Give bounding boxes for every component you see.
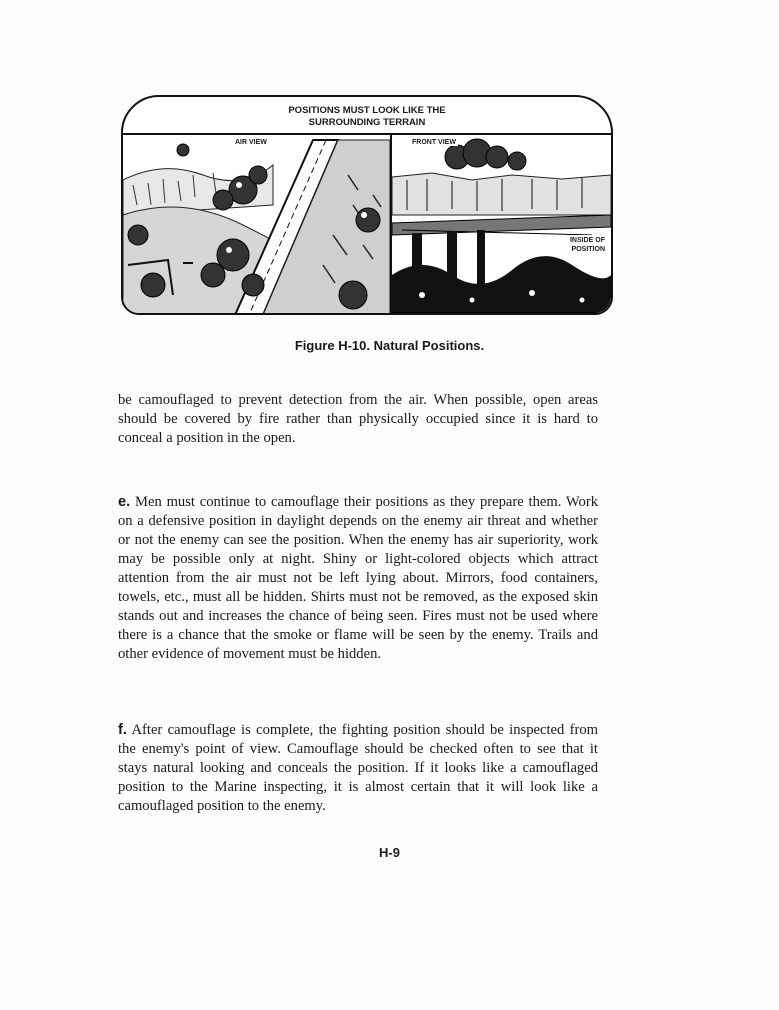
inside-label-line-2: POSITION bbox=[571, 246, 605, 253]
paragraph-e-text: Men must continue to camouflage their positions as they prepare them. Work on a defensive position in daylight depends on the enemy air threat and whether or not the enemy can see the position. When the enemy has air superiority, work may be possible only at night. Shiny or light-colored objects which attract attention from the air must not be left lying about. Mirrors, food containers, towels, etc., must all be hidden. Shirts must not be removed, as the exposed skin stands out and increases the chance of being seen. Fires must not be used where there is a chance that the smoke or flame will be seen by the enemy. Trails and other evidence of movement must be hidden. bbox=[118, 494, 598, 662]
paragraph-e bbox=[118, 493, 598, 664]
figure-caption: Figure H-10. Natural Positions. bbox=[294, 338, 485, 353]
paragraph-f bbox=[118, 721, 598, 816]
figure-natural-positions bbox=[121, 95, 613, 315]
figure-title-line-1: POSITIONS MUST LOOK LIKE THE bbox=[288, 105, 446, 116]
paragraph-f-marker: f. bbox=[118, 722, 127, 738]
air-view-label: AIR VIEW bbox=[235, 139, 267, 146]
paragraph-e-marker: e. bbox=[118, 494, 131, 510]
front-view-label: FRONT VIEW bbox=[412, 139, 456, 146]
paragraph-f-text: After camouflage is complete, the fighting position should be inspected from the enemy's point of view. Camouflage should be checked often to see that it stays natural looking and conceals the position. If it looks like a camouflaged position to the Marine inspecting, it is almost certain that it will look like a camouflaged position to the enemy. bbox=[118, 722, 599, 814]
paragraph-continuation: be camouflaged to prevent detection from the air. When possible, open areas should be covered by fire rather than physically occupied since it is hard to conceal a position in the open. bbox=[118, 392, 598, 446]
inside-label-line-1: INSIDE OF bbox=[569, 237, 605, 244]
figure-title-line-2: SURROUNDING TERRAIN bbox=[308, 117, 426, 128]
page-number: H-9 bbox=[379, 845, 400, 860]
inside-position-label bbox=[568, 235, 607, 255]
figure-title bbox=[123, 97, 611, 135]
air-view-illustration bbox=[123, 135, 390, 315]
front-view-illustration bbox=[392, 135, 611, 315]
air-view-panel bbox=[123, 135, 392, 315]
front-view-panel bbox=[392, 135, 611, 315]
